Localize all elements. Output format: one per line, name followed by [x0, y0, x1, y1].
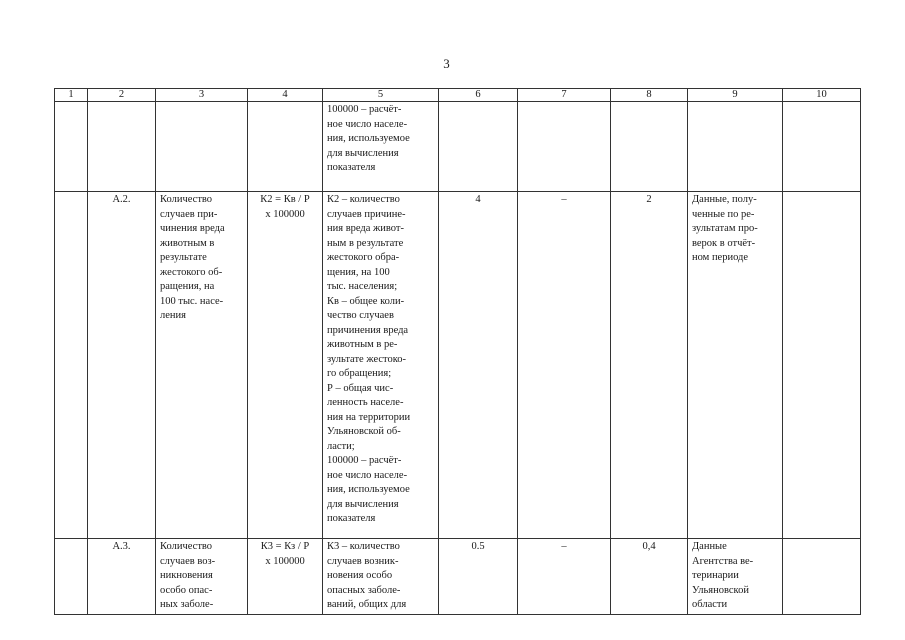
text-line: показателя	[327, 513, 376, 524]
cell-value-6	[439, 102, 518, 192]
cell-indicator-name	[156, 539, 248, 615]
cell-value-8	[611, 102, 688, 192]
text-line: опасных заболе-	[327, 584, 401, 596]
cell-indicator-name	[156, 102, 248, 192]
text-line: случаев возник-	[327, 555, 399, 567]
text-line: показателя	[327, 162, 376, 173]
cell-index	[55, 192, 88, 539]
text-line: чинения вреда	[160, 223, 225, 234]
text-lines	[327, 103, 434, 176]
cell-code	[88, 102, 156, 192]
text-line: К2 = Кв / Р	[260, 194, 310, 205]
text-line: верок в отчёт-	[692, 237, 756, 249]
cell-index	[55, 102, 88, 192]
cell-value-7	[518, 102, 611, 192]
text-line: ных заболе-	[160, 599, 214, 610]
column-header: 8	[611, 89, 688, 102]
text-line: случаев причине-	[327, 208, 406, 220]
text-lines	[160, 540, 243, 613]
cell-indicator-name	[156, 192, 248, 539]
cell-value-8: 2	[611, 192, 688, 539]
text-line: жестокого обра-	[327, 252, 400, 263]
column-header: 5	[323, 89, 439, 102]
column-header: 9	[688, 89, 783, 102]
text-line: x 100000	[265, 208, 305, 220]
table-row	[55, 192, 861, 539]
text-line: новения особо	[327, 570, 393, 581]
text-lines	[692, 540, 778, 613]
text-line: К3 = Кз / Р	[260, 541, 310, 552]
text-line: 100000 – расчёт-	[327, 455, 402, 466]
text-line: 100000 – расчёт-	[327, 104, 402, 115]
text-line: жестокого об-	[160, 266, 223, 278]
cell-source	[688, 102, 783, 192]
text-line: К3 – количество	[327, 541, 400, 552]
cell-value-6: 0.5	[439, 539, 518, 615]
text-line: ния, используемое	[327, 133, 410, 144]
cell-formula-description	[323, 539, 439, 615]
text-line: теринарии	[692, 570, 739, 581]
text-line: Ульяновской	[692, 584, 749, 596]
text-line: ния вреда живот-	[327, 223, 405, 234]
table-row	[55, 102, 861, 192]
cell-code: А.3.	[88, 539, 156, 615]
text-line: Количество	[160, 194, 213, 205]
text-line: ном периоде	[692, 252, 749, 263]
text-line: щения, на 100	[327, 266, 390, 278]
text-line: 100 тыс. насе-	[160, 295, 224, 307]
cell-index	[55, 539, 88, 615]
cell-formula	[248, 539, 323, 615]
text-line: x 100000	[265, 555, 305, 567]
text-line: Агентства ве-	[692, 555, 754, 567]
text-line: никновения	[160, 570, 213, 581]
cell-value-10	[783, 102, 861, 192]
text-lines	[327, 193, 434, 527]
text-line: случаев воз-	[160, 555, 216, 567]
text-lines	[252, 540, 318, 569]
column-header: 4	[248, 89, 323, 102]
column-header: 2	[88, 89, 156, 102]
column-header: 6	[439, 89, 518, 102]
page-number: 3	[443, 56, 450, 71]
text-lines	[692, 193, 778, 266]
text-lines	[252, 193, 318, 222]
text-line: ращения, на	[160, 281, 215, 292]
table-row	[55, 539, 861, 615]
text-line: зультатам про-	[692, 223, 758, 234]
text-lines	[327, 540, 434, 613]
text-line: причинения вреда	[327, 324, 409, 336]
text-line: Данные	[692, 541, 727, 552]
text-line: Р – общая чис-	[327, 382, 394, 394]
text-line: го обращения;	[327, 368, 392, 379]
column-header: 3	[156, 89, 248, 102]
cell-code: А.2.	[88, 192, 156, 539]
text-line: ния на территории	[327, 411, 411, 423]
text-line: для вычисления	[327, 147, 399, 159]
text-line: зультате жестоко-	[327, 353, 407, 365]
text-line: Данные, полу-	[692, 194, 757, 205]
text-line: результате	[160, 252, 207, 263]
cell-value-8: 0,4	[611, 539, 688, 615]
cell-value-7: –	[518, 539, 611, 615]
text-line: тыс. населения;	[327, 281, 398, 292]
text-line: ное число населе-	[327, 118, 408, 130]
cell-source	[688, 192, 783, 539]
cell-formula	[248, 192, 323, 539]
text-line: Кв – общее коли-	[327, 295, 405, 307]
cell-formula	[248, 102, 323, 192]
cell-value-10	[783, 539, 861, 615]
text-line: ным в результате	[327, 237, 404, 249]
text-line: для вычисления	[327, 498, 399, 510]
cell-formula-description	[323, 102, 439, 192]
cell-value-10	[783, 192, 861, 539]
text-line: ченные по ре-	[692, 208, 755, 220]
table-header-row	[55, 89, 861, 102]
text-line: ласти;	[327, 440, 355, 452]
indicator-table	[54, 88, 861, 615]
cell-formula-description	[323, 192, 439, 539]
text-line: животным в	[160, 237, 215, 249]
text-line: ваний, общих для	[327, 599, 407, 610]
cell-value-7: –	[518, 192, 611, 539]
text-line: случаев при-	[160, 208, 218, 220]
column-header: 1	[55, 89, 88, 102]
text-line: ния, используемое	[327, 484, 410, 495]
text-line: ное число населе-	[327, 469, 408, 481]
text-line: ления	[160, 310, 186, 321]
cell-value-6: 4	[439, 192, 518, 539]
column-header: 7	[518, 89, 611, 102]
text-line: К2 – количество	[327, 194, 400, 205]
text-line: области	[692, 599, 728, 610]
column-header: 10	[783, 89, 861, 102]
text-line: особо опас-	[160, 584, 213, 596]
text-line: чество случаев	[327, 310, 394, 321]
text-line: Ульяновской об-	[327, 426, 401, 437]
text-line: ленность населе-	[327, 397, 404, 408]
text-line: Количество	[160, 541, 213, 552]
cell-source	[688, 539, 783, 615]
text-line: животным в ре-	[327, 339, 398, 350]
text-lines	[160, 193, 243, 324]
